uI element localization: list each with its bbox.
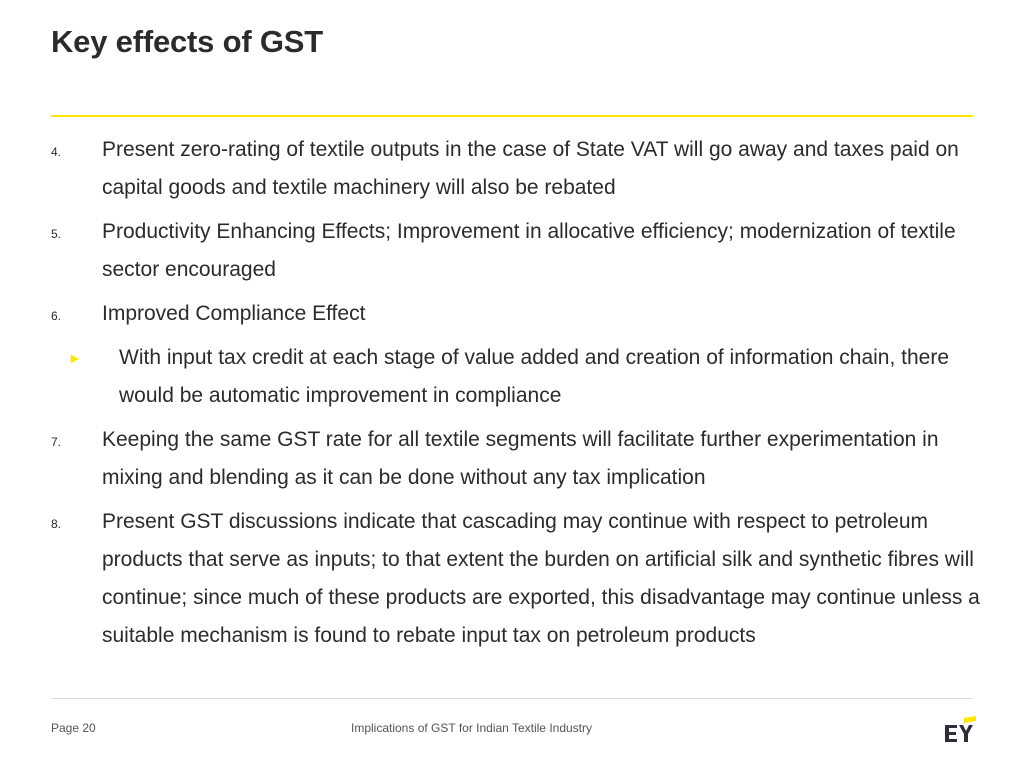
slide-content — [0, 131, 1024, 661]
ey-logo-icon — [943, 716, 977, 744]
item-text: Improved Compliance Effect — [102, 302, 366, 325]
footer-title: Implications of GST for Indian Textile Industry — [351, 721, 593, 735]
title-divider — [51, 115, 973, 117]
list-item-4 — [0, 131, 1024, 207]
item-number: 7. — [51, 435, 62, 449]
sub-bullet-item — [0, 339, 1024, 415]
list-item-6 — [0, 295, 1024, 333]
list-item-8 — [0, 503, 1024, 655]
item-text: Present GST discussions indicate that cascading may continue with respect to petroleum products that serve as inputs; to that extent the burden on artificial silk and synthetic fibres will continue; since much of these products are exported, this disadvantage may continue unless a suitable mechanism is found to rebate input tax on petroleum products — [102, 510, 980, 647]
item-number: 4. — [51, 145, 62, 159]
item-number: 5. — [51, 227, 62, 241]
list-item-7 — [0, 421, 1024, 497]
triangle-bullet-icon: ► — [68, 350, 82, 366]
item-number: 8. — [51, 517, 62, 531]
item-text: Keeping the same GST rate for all textile segments will facilitate further experimentation in mixing and blending as it can be done without any tax implication — [102, 428, 939, 489]
item-text: Productivity Enhancing Effects; Improvement in allocative efficiency; modernization of textile sector encouraged — [102, 220, 956, 281]
item-text: Present zero-rating of textile outputs in the case of State VAT will go away and taxes paid on capital goods and textile machinery will also be rebated — [102, 138, 959, 199]
footer-divider — [51, 698, 973, 699]
list-item-5 — [0, 213, 1024, 289]
page-number: Page 20 — [51, 721, 96, 735]
sub-item-text: With input tax credit at each stage of value added and creation of information chain, there would be automatic improvement in compliance — [119, 346, 950, 407]
page-title: Key effects of GST — [51, 24, 324, 59]
item-number: 6. — [51, 309, 62, 323]
